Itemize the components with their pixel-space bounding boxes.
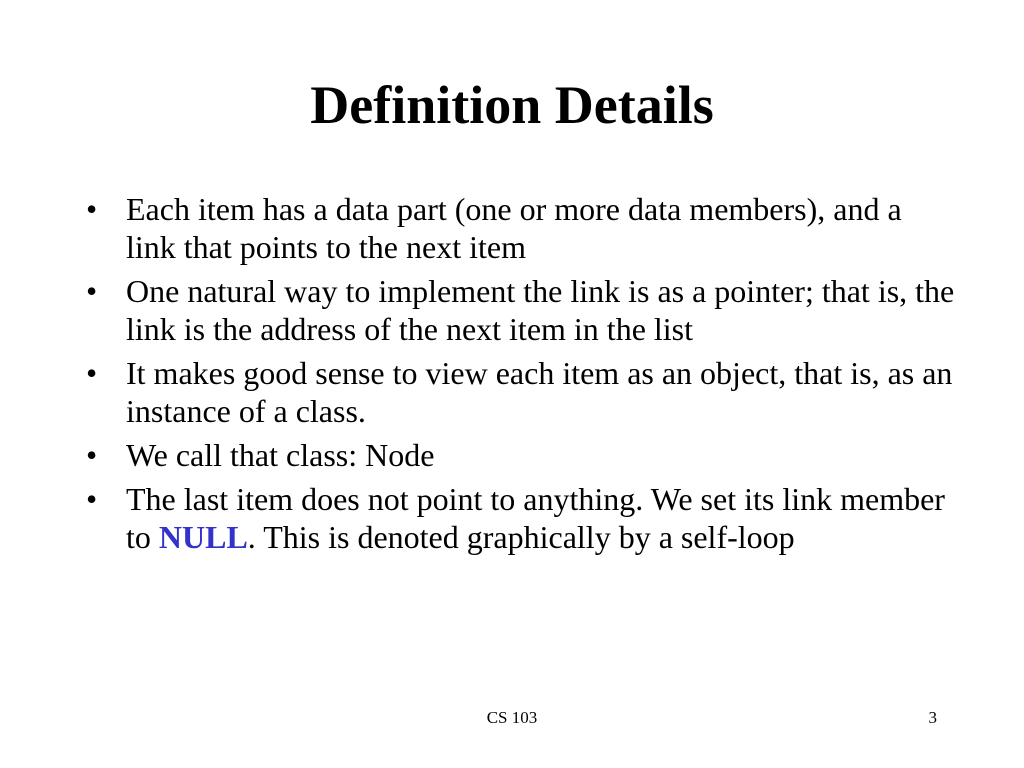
bullet-icon: • (86, 481, 98, 517)
bullet-text-after: . This is denoted graphically by a self-loop (247, 519, 795, 555)
bullet-item (86, 272, 956, 348)
footer-course-label: CS 103 (486, 708, 538, 727)
bullet-text: One natural way to implement the link is as a pointer; that is, the link is the address of the next item in the list (126, 273, 955, 347)
bullet-text (126, 481, 945, 555)
bullet-item (86, 436, 956, 474)
null-keyword: NULL (158, 519, 248, 555)
bullet-item (86, 480, 956, 556)
bullet-item (86, 354, 956, 430)
bullet-icon: • (86, 191, 98, 227)
footer-page-number: 3 (928, 708, 937, 727)
bullet-text: We call that class: Node (126, 437, 435, 473)
bullet-icon: • (86, 437, 98, 473)
bullet-text-before: The last item does not point to anything. We set its link member to (126, 481, 945, 555)
bullet-list (86, 190, 956, 562)
bullet-item (86, 190, 956, 266)
bullet-text: Each item has a data part (one or more data members), and a link that points to the next item (126, 191, 902, 265)
bullet-icon: • (86, 355, 98, 391)
bullet-icon: • (86, 273, 98, 309)
slide-title: Definition Details (310, 75, 714, 135)
bullet-text: It makes good sense to view each item as an object, that is, as an instance of a class. (126, 355, 953, 429)
